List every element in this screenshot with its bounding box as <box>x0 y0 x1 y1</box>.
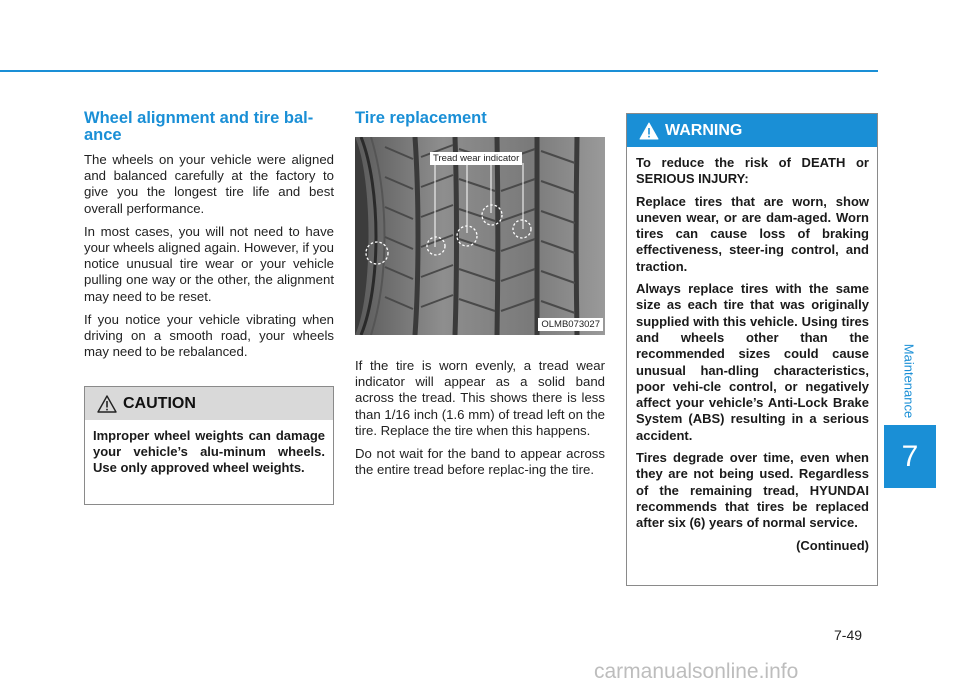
tire-replacement-text <box>355 358 605 485</box>
wheel-alignment-paragraph: If you notice your vehicle vibrating when driving on a smooth road, your wheels may need to be rebalanced. <box>84 311 334 360</box>
chapter-badge <box>884 425 936 488</box>
page-number: 7-49 <box>834 627 863 643</box>
tire-replacement-heading: Tire replacement <box>355 109 487 127</box>
caution-title: CAUTION <box>123 394 196 412</box>
warning-paragraph: Tires degrade over time, even when they are not being used. Regardless of the remaining tread, HYUNDAI recommends that tires be replaced after six (6) years of normal service. <box>636 450 869 531</box>
warning-paragraph: To reduce the risk of DEATH or SERIOUS INJURY: <box>636 155 869 187</box>
warning-header <box>627 114 877 147</box>
warning-triangle-icon <box>97 395 117 413</box>
tire-tread-image <box>355 137 605 335</box>
tread-wear-indicator-label: Tread wear indicator <box>430 152 522 165</box>
watermark: carmanualsonline.info <box>594 660 799 683</box>
warning-box <box>626 113 878 586</box>
warning-body <box>627 147 877 554</box>
tire-replacement-paragraph: Do not wait for the band to appear across the entire tread before replac-ing the tire. <box>355 446 605 478</box>
tire-replacement-paragraph: If the tire is worn evenly, a tread wear indicator will appear as a solid band across the tread. This shows there is less than 1/16 inch (1.6 mm) of tread left on the tire. Replace the tire when this happens. <box>355 358 605 438</box>
column-tire-replacement <box>355 110 605 135</box>
chapter-number: 7 <box>901 439 919 473</box>
wheel-alignment-paragraph: The wheels on your vehicle were aligned and balanced carefully at the factory to give you the longest tire life and best overall performance. <box>84 152 334 216</box>
warning-paragraph: Always replace tires with the same size as each tire that was originally supplied with this vehicle. Using tires and wheels other than the recommended sizes could cause unusual han-dling characteristics, poor vehi-cle control, or negatively affect your vehicle’s Anti-Lock Brake System (ABS) resulting in a serious accident. <box>636 281 869 443</box>
caution-text: Improper wheel weights can damage your vehicle’s alu-minum wheels. Use only approved wheel weights. <box>93 428 325 475</box>
wheel-alignment-heading: Wheel alignment and tire bal-ance <box>84 109 314 144</box>
warning-paragraph: Replace tires that are worn, show uneven wear, or are dam-aged. Worn tires can cause loss of braking effectiveness, steer-ing control, and traction. <box>636 193 869 274</box>
continued-label: (Continued) <box>796 537 869 553</box>
warning-title: WARNING <box>665 121 743 139</box>
header-rule <box>0 70 878 72</box>
warning-triangle-icon <box>639 122 659 140</box>
caution-box <box>84 386 334 505</box>
wheel-alignment-paragraph: In most cases, you will not need to have your wheels aligned again. However, if you notice unusual tire wear or your vehicle pulling one way or the other, the alignment may need to be reset. <box>84 223 334 304</box>
tire-tread-figure <box>355 137 605 335</box>
figure-code: OLMB073027 <box>538 318 603 331</box>
section-tab <box>889 336 929 426</box>
section-label: Maintenance <box>901 343 917 419</box>
column-wheel-alignment <box>84 110 334 367</box>
caution-header <box>85 387 333 420</box>
